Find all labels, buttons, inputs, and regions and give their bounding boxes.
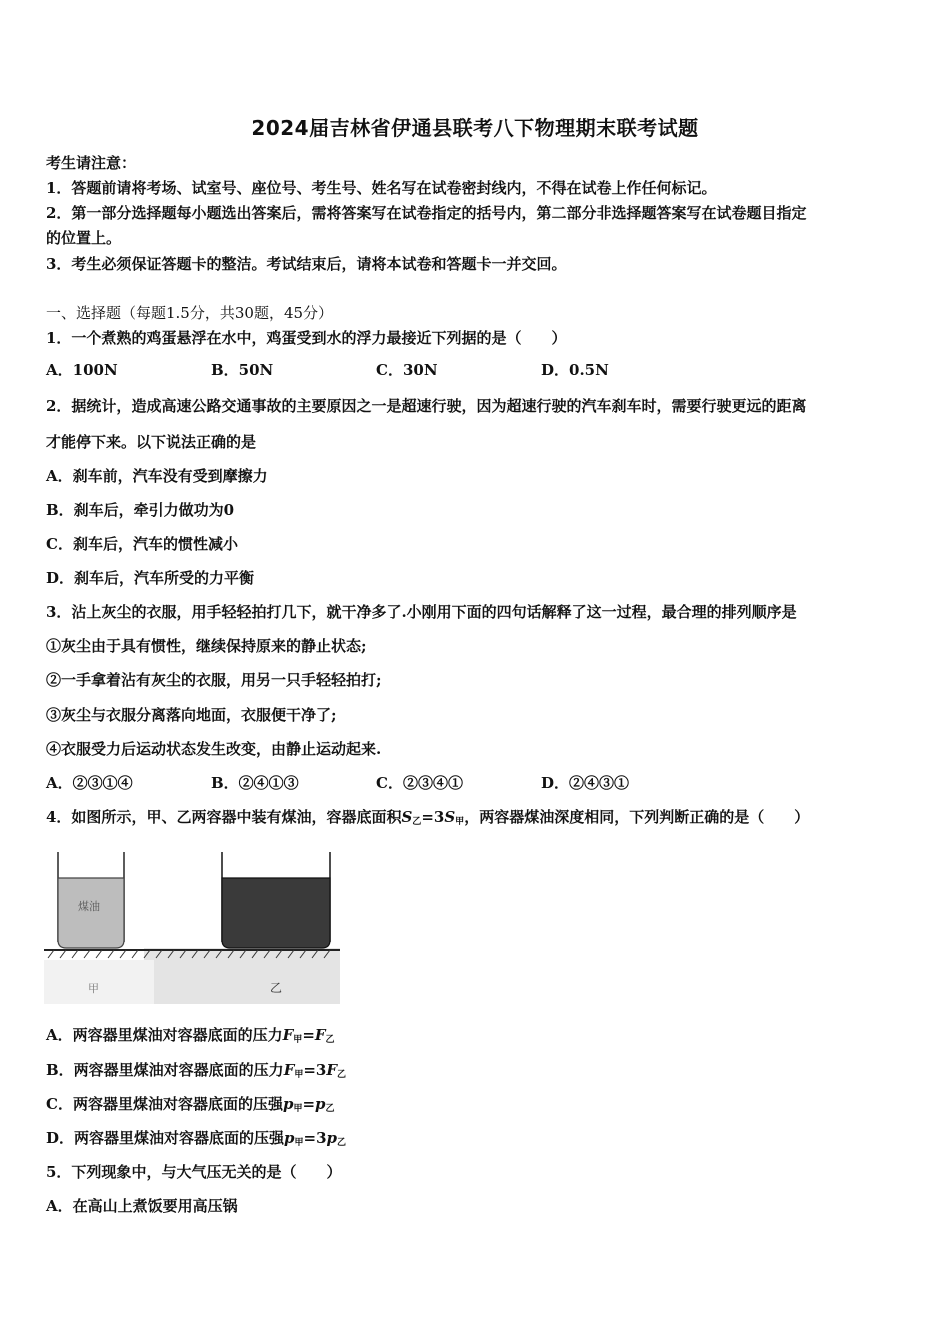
q4-sub-jia: 甲 [455, 817, 465, 827]
q4c-text: C．两容器里煤油对容器底面的压强 [46, 1095, 283, 1113]
q1-option-a: A．100N [46, 361, 118, 379]
q4-option-b [46, 1059, 346, 1080]
q4-container-figure [44, 848, 340, 1004]
q5-stem: 5．下列现象中，与大气压无关的是（ ） [46, 1163, 342, 1181]
q4b-eq: =3 [303, 1061, 327, 1079]
q4-var-s2: S [444, 808, 456, 826]
container-diagram [44, 848, 340, 1004]
notice-item-3: 3．考生必须保证答题卡的整洁。考试结束后，请将本试卷和答题卡一并交回。 [46, 255, 567, 273]
q4-option-d [46, 1127, 346, 1148]
label-jia: 甲 [88, 982, 99, 995]
q2-option-b: B．刹车后，牵引力做功为0 [46, 501, 235, 519]
q4a-sub1: 甲 [293, 1035, 303, 1045]
label-kerosene: 煤油 [78, 900, 100, 913]
q4d-var1: p [284, 1129, 295, 1147]
q4a-text: A．两容器里煤油对容器底面的压力 [46, 1026, 283, 1044]
q2-stem-line1: 2．据统计，造成高速公路交通事故的主要原因之一是超速行驶，因为超速行驶的汽车刹车时，需要行驶更远的距离 [46, 397, 807, 415]
q4-stem-part2: ，两容器煤油深度相同，下列判断正确的是（ ） [464, 808, 810, 826]
q4b-var1: F [283, 1061, 295, 1079]
q3-option-c: C．②③④① [376, 774, 463, 792]
q4-stem-part1: 4．如图所示，甲、乙两容器中装有煤油，容器底面积 [46, 808, 402, 826]
q5-option-a: A．在高山上煮饭要用高压锅 [46, 1197, 238, 1215]
q4c-sub2: 乙 [325, 1104, 335, 1114]
q1-option-d: D．0.5N [541, 361, 609, 379]
q2-option-c: C．刹车后，汽车的惯性减小 [46, 535, 238, 553]
q2-stem-line2: 才能停下来。以下说法正确的是 [46, 433, 257, 451]
q4a-eq: = [302, 1026, 315, 1044]
q4-var-s1: S [401, 808, 413, 826]
q4d-text: D．两容器里煤油对容器底面的压强 [46, 1129, 285, 1147]
q4-stem [46, 806, 809, 827]
q4d-var2: p [326, 1129, 338, 1147]
q1-options [46, 359, 706, 380]
q3-option-d: D．②④③① [541, 774, 630, 792]
q1-option-b: B．50N [211, 361, 274, 379]
notice-item-1: 1．答题前请将考场、试室号、座位号、考生号、姓名写在试卷密封线内，不得在试卷上作任何标记。 [46, 179, 717, 197]
q4-option-a [46, 1024, 335, 1045]
q4b-var2: F [326, 1061, 338, 1079]
q1-option-c: C．30N [376, 361, 438, 379]
q3-option-a: A．②③①④ [46, 774, 133, 792]
q3-statement-3: ③灰尘与衣服分离落向地面，衣服便干净了; [46, 706, 337, 724]
q4a-var1: F [282, 1026, 294, 1044]
notice-item-2-cont: 的位置上。 [46, 229, 122, 247]
q3-options [46, 772, 706, 793]
q3-option-b: B．②④①③ [211, 774, 299, 792]
q1-stem: 1．一个煮熟的鸡蛋悬浮在水中，鸡蛋受到水的浮力最接近下列据的是（ ） [46, 329, 567, 347]
notice-heading: 考生请注意： [46, 154, 137, 172]
q2-option-d: D．刹车后，汽车所受的力平衡 [46, 569, 255, 587]
q4-sub-yi: 乙 [412, 817, 422, 827]
q3-stem: 3．沾上灰尘的衣服，用手轻轻拍打几下，就干净多了.小刚用下面的四句话解释了这一过程，最合理的排列顺序是 [46, 603, 797, 621]
q4a-sub2: 乙 [325, 1035, 335, 1045]
q4c-sub1: 甲 [293, 1104, 303, 1114]
notice-item-2: 2．第一部分选择题每小题选出答案后，需将答案写在试卷指定的括号内，第二部分非选择题答案写在试卷题目指定 [46, 204, 807, 222]
q4b-text: B．两容器里煤油对容器底面的压力 [46, 1061, 284, 1079]
q4d-sub1: 甲 [294, 1138, 304, 1148]
q4d-eq: =3 [303, 1129, 327, 1147]
q4d-sub2: 乙 [337, 1138, 347, 1148]
q4b-sub1: 甲 [294, 1070, 304, 1080]
q4c-var2: p [315, 1095, 326, 1113]
q4c-eq: = [302, 1095, 316, 1113]
q3-statement-4: ④衣服受力后运动状态发生改变，由静止运动起来. [46, 740, 382, 758]
q3-statement-2: ②一手拿着沾有灰尘的衣服，用另一只手轻轻拍打; [46, 671, 382, 689]
q4a-var2: F [314, 1026, 326, 1044]
label-yi: 乙 [270, 981, 283, 995]
page-title: 2024届吉林省伊通县联考八下物理期末联考试题 [251, 116, 699, 140]
q4-option-c [46, 1093, 335, 1114]
q4-eq: =3 [421, 808, 445, 826]
q4c-var1: p [282, 1095, 294, 1113]
q2-option-a: A．刹车前，汽车没有受到摩擦力 [46, 467, 268, 485]
container-jia [58, 878, 124, 948]
section-heading: 一、选择题（每题1.5分，共30题，45分） [46, 304, 334, 322]
container-yi [222, 878, 330, 948]
q3-statement-1: ①灰尘由于具有惯性，继续保持原来的静止状态; [46, 637, 367, 655]
q4b-sub2: 乙 [337, 1070, 347, 1080]
